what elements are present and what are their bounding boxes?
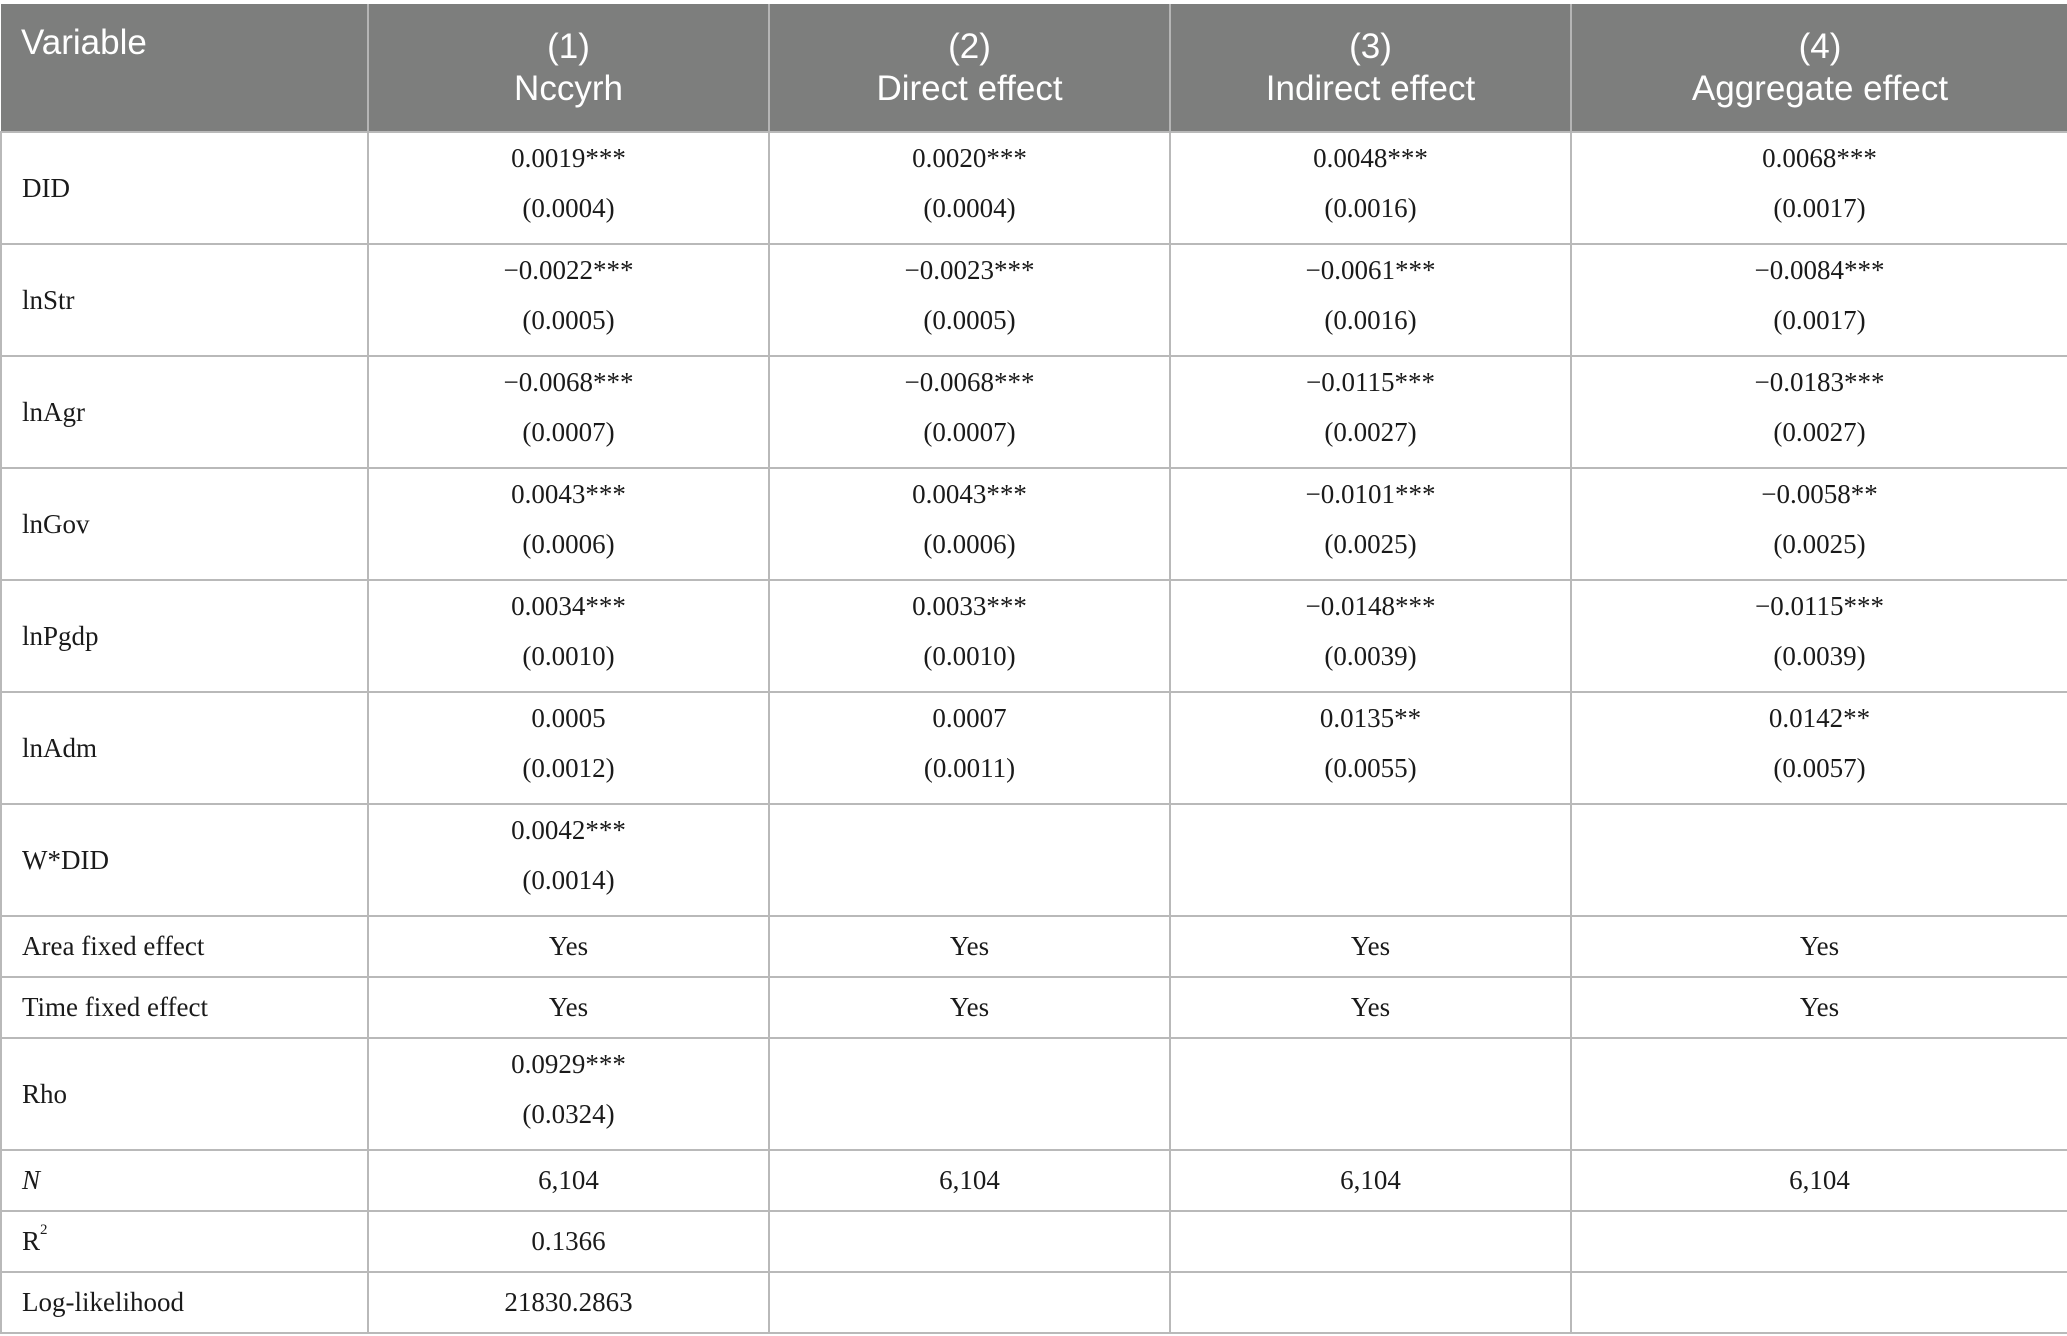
coef: −0.0148*** [1305, 591, 1436, 621]
table-cell [769, 1038, 1170, 1150]
table-cell [1170, 468, 1571, 580]
table-cell [1571, 468, 2067, 580]
coef: 0.0020*** [912, 143, 1027, 173]
header-col-3-num: (3) [1349, 26, 1392, 66]
table-cell [1571, 1038, 2067, 1150]
table-cell [1571, 580, 2067, 692]
table-cell: Yes [368, 977, 769, 1038]
table-cell [1170, 804, 1571, 916]
std-error: (0.0055) [1324, 753, 1417, 783]
table-cell [368, 468, 769, 580]
table-cell [368, 1038, 769, 1150]
coef: 0.0042*** [511, 815, 626, 845]
coef: 0.0929*** [511, 1049, 626, 1079]
table-cell [769, 132, 1170, 244]
std-error: (0.0006) [923, 529, 1016, 559]
header-col-1-name: Nccyrh [514, 68, 623, 108]
std-error: (0.0007) [923, 417, 1016, 447]
coef: −0.0115*** [1306, 367, 1435, 397]
row-label: lnAgr [1, 356, 368, 468]
table-cell [769, 1272, 1170, 1333]
table-cell [1170, 356, 1571, 468]
header-col-2 [769, 4, 1170, 132]
table-row [1, 1272, 2067, 1333]
table-cell [769, 692, 1170, 804]
header-col-4 [1571, 4, 2067, 132]
coef: 0.0019*** [511, 143, 626, 173]
std-error: (0.0027) [1324, 417, 1417, 447]
std-error: (0.0010) [522, 641, 615, 671]
table-cell: Yes [769, 916, 1170, 977]
std-error: (0.0012) [522, 753, 615, 783]
table-cell: Yes [1170, 916, 1571, 977]
std-error: (0.0004) [923, 193, 1016, 223]
table-cell [1170, 132, 1571, 244]
table-cell [368, 132, 769, 244]
table-cell [1571, 1211, 2067, 1272]
row-label: lnAdm [1, 692, 368, 804]
table-row [1, 916, 2067, 977]
std-error: (0.0006) [522, 529, 615, 559]
table-cell [769, 244, 1170, 356]
table-cell: Yes [1571, 916, 2067, 977]
header-col-4-num: (4) [1798, 26, 1842, 66]
header-col-4-name: Aggregate effect [1691, 68, 1949, 108]
table-cell: 6,104 [368, 1150, 769, 1211]
row-label: lnPgdp [1, 580, 368, 692]
table-cell [769, 804, 1170, 916]
table-row [1, 132, 2067, 244]
coef: 0.0007 [932, 703, 1007, 733]
coef: −0.0101*** [1305, 479, 1436, 509]
table-cell: Yes [1571, 977, 2067, 1038]
row-label: DID [1, 132, 368, 244]
row-label: lnGov [1, 468, 368, 580]
header-col-3 [1170, 4, 1571, 132]
header-col-3-name: Indirect effect [1265, 68, 1476, 108]
coef: −0.0068*** [904, 367, 1035, 397]
header-col-2-name: Direct effect [876, 68, 1063, 108]
table-row [1, 1150, 2067, 1211]
table-cell [1571, 1272, 2067, 1333]
coef: 0.0005 [531, 703, 606, 733]
row-label: Rho [1, 1038, 368, 1150]
std-error: (0.0016) [1324, 193, 1417, 223]
table-cell [368, 356, 769, 468]
table-cell [1170, 1272, 1571, 1333]
std-error: (0.0005) [923, 305, 1016, 335]
table-cell: 6,104 [1571, 1150, 2067, 1211]
header-variable: Variable [1, 4, 368, 132]
std-error: (0.0004) [522, 193, 615, 223]
std-error: (0.0324) [522, 1099, 615, 1129]
std-error: (0.0017) [1773, 193, 1866, 223]
table-cell [368, 804, 769, 916]
header-row [1, 4, 2067, 132]
table-cell [368, 580, 769, 692]
coef: 0.0043*** [912, 479, 1027, 509]
table-cell [368, 692, 769, 804]
coef: −0.0183*** [1754, 367, 1885, 397]
std-error: (0.0010) [923, 641, 1016, 671]
std-error: (0.0005) [522, 305, 615, 335]
std-error: (0.0017) [1773, 305, 1866, 335]
r2-superscript: 2 [40, 1222, 48, 1238]
row-label [1, 1211, 368, 1272]
table-cell [1170, 1038, 1571, 1150]
coef: −0.0061*** [1305, 255, 1436, 285]
std-error: (0.0057) [1773, 753, 1866, 783]
coef: 0.0043*** [511, 479, 626, 509]
header-col-1 [368, 4, 769, 132]
coef: −0.0022*** [503, 255, 634, 285]
table-row [1, 468, 2067, 580]
row-label: N [1, 1150, 368, 1211]
table-row [1, 1211, 2067, 1272]
coef: −0.0068*** [503, 367, 634, 397]
table-row [1, 356, 2067, 468]
header-col-1-num: (1) [547, 26, 590, 66]
table-row [1, 580, 2067, 692]
table-cell: 6,104 [769, 1150, 1170, 1211]
std-error: (0.0039) [1324, 641, 1417, 671]
table-cell: 0.1366 [368, 1211, 769, 1272]
table-cell: Yes [769, 977, 1170, 1038]
std-error: (0.0007) [522, 417, 615, 447]
coef: 0.0033*** [912, 591, 1027, 621]
table-cell [769, 356, 1170, 468]
coef: 0.0048*** [1313, 143, 1428, 173]
table-cell [1170, 692, 1571, 804]
coef: −0.0084*** [1754, 255, 1885, 285]
table-row [1, 804, 2067, 916]
table-cell [1170, 1211, 1571, 1272]
table-cell [1571, 356, 2067, 468]
table-cell [1170, 244, 1571, 356]
coef: −0.0023*** [904, 255, 1035, 285]
table-cell [1571, 804, 2067, 916]
std-error: (0.0039) [1773, 641, 1866, 671]
std-error: (0.0025) [1773, 529, 1866, 559]
table-row [1, 977, 2067, 1038]
table-cell: 21830.2863 [368, 1272, 769, 1333]
regression-table [0, 4, 2067, 1334]
header-col-2-num: (2) [948, 26, 991, 66]
table-cell [1571, 132, 2067, 244]
table-cell [769, 468, 1170, 580]
coef: 0.0034*** [511, 591, 626, 621]
std-error: (0.0014) [522, 865, 615, 895]
table-cell: 6,104 [1170, 1150, 1571, 1211]
std-error: (0.0027) [1773, 417, 1866, 447]
std-error: (0.0011) [923, 753, 1016, 783]
table-cell [1170, 580, 1571, 692]
table-cell [769, 580, 1170, 692]
table-row [1, 244, 2067, 356]
row-label: Log-likelihood [1, 1272, 368, 1333]
table-row [1, 1038, 2067, 1150]
coef: −0.0058** [1761, 479, 1878, 509]
std-error: (0.0025) [1324, 529, 1417, 559]
table-cell [1571, 244, 2067, 356]
row-label: W*DID [1, 804, 368, 916]
table-cell: Yes [1170, 977, 1571, 1038]
coef: −0.0115*** [1755, 591, 1884, 621]
table-row [1, 692, 2067, 804]
r2-label: R [22, 1226, 41, 1256]
table-cell [1571, 692, 2067, 804]
row-label: lnStr [1, 244, 368, 356]
coef: 0.0142** [1768, 703, 1871, 733]
row-label: Time fixed effect [1, 977, 368, 1038]
table-cell [769, 1211, 1170, 1272]
std-error: (0.0016) [1324, 305, 1417, 335]
table-cell: Yes [368, 916, 769, 977]
row-label: Area fixed effect [1, 916, 368, 977]
coef: 0.0135** [1319, 703, 1422, 733]
table-cell [368, 244, 769, 356]
coef: 0.0068*** [1762, 143, 1877, 173]
